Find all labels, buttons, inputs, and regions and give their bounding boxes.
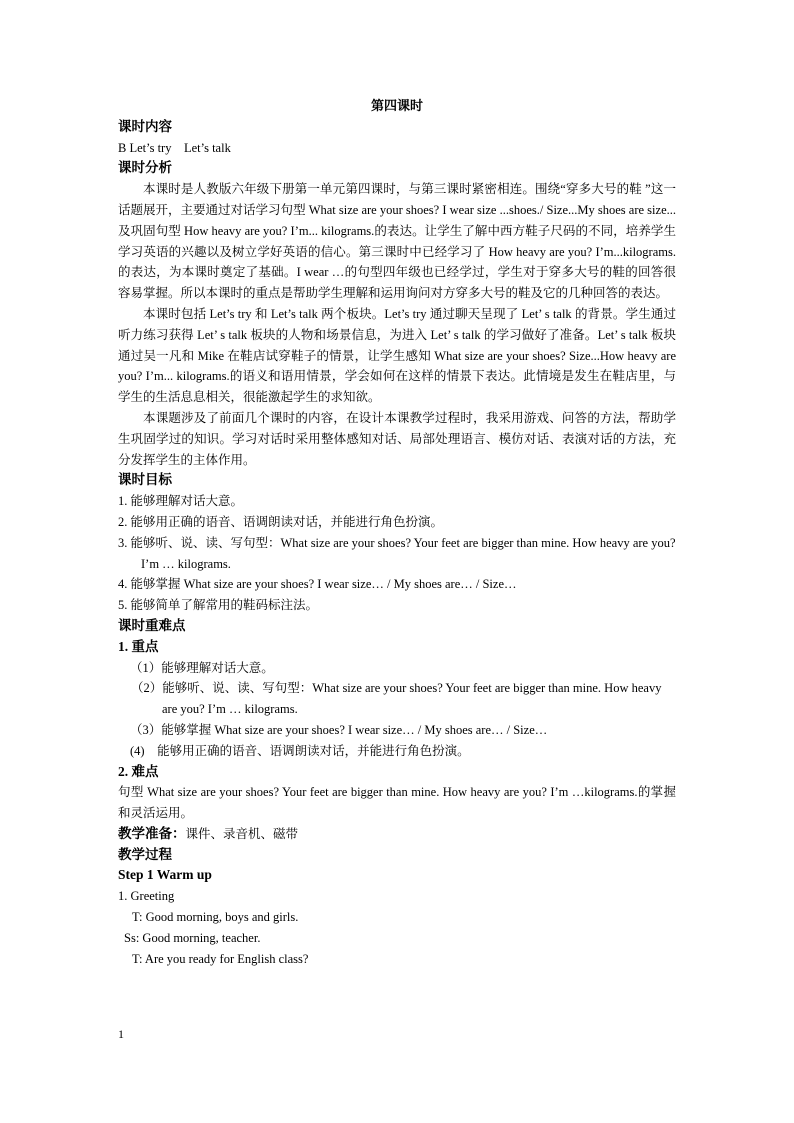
page-number: 1: [118, 1027, 124, 1041]
analysis-paragraph-2: 本课时包括 Let’s try 和 Let’s talk 两个板块。Let’s try 通过聊天呈现了 Let’ s talk 的背景。学生通过听力练习获得 Let’ s talk 板块的人物和场景信息，为进入 Let’ s talk 的学习做好了准备。Let’ s talk 板块通过吴一凡和 Mike 在鞋店试穿鞋子的情景，让学生感知 What size are your shoes? Size...How heavy are you? I’m... kilograms.的语义和语用情景，学会如何在这样的情景下表达。此情境是发生在鞋店里，与学生的生活息息相关，很能激起学生的求知欲。: [118, 306, 676, 405]
greeting-heading: 1. Greeting: [118, 889, 175, 904]
goals-heading: 课时目标: [118, 472, 172, 488]
goal-item: 2. 能够用正确的语音、语调朗读对话，并能进行角色扮演。: [118, 514, 444, 529]
content-text: B Let’s try Let’s talk: [118, 140, 231, 155]
key-points-subheading: 1. 重点: [118, 638, 159, 654]
teaching-prep: [118, 824, 676, 845]
content-heading: 课时内容: [118, 118, 172, 134]
dialog-line: T: Are you ready for English class?: [132, 951, 309, 966]
key-point-item: (4) 能够用正确的语音、语调朗读对话，并能进行角色扮演。: [130, 743, 470, 758]
goal-item: 3. 能够听、说、读、写句型：What size are your shoes? Your feet are bigger than mine. How heavy are you? I’m … kilograms.: [118, 535, 676, 571]
goal-item: 1. 能够理解对话大意。: [118, 494, 244, 509]
key-points-heading: 课时重难点: [118, 617, 186, 633]
analysis-paragraph-3: 本课题涉及了前面几个课时的内容，在设计本课教学过程时，我采用游戏、问答的方法，帮助学生巩固学过的知识。学习对话时采用整体感知对话、局部处理语言、模仿对话、表演对话的方法，充分发挥学生的主体作用。: [118, 410, 676, 467]
step-1-heading: Step 1 Warm up: [118, 867, 212, 883]
key-point-item: （1）能够理解对话大意。: [130, 660, 274, 675]
document-page: [118, 96, 676, 969]
dialog-line: T: Good morning, boys and girls.: [132, 910, 299, 925]
page-title: 第四课时: [370, 98, 423, 113]
dialog-line: Ss: Good morning, teacher.: [124, 930, 261, 945]
analysis-heading: 课时分析: [118, 160, 172, 176]
analysis-paragraph-1: 本课时是人教版六年级下册第一单元第四课时，与第三课时紧密相连。围绕“穿多大号的鞋 ”这一话题展开，主要通过对话学习句型 What size are your shoes? I wear size ...shoes./ Size...My shoes are size...及巩固句型 How heavy are you? I’m... kilograms.的表达。让学生了解中西方鞋子尺码的不同，培养学生学习英语的兴趣以及树立学好英语的信心。第三课时中已经学习了 How heavy are you? I’m...kilograms.的表达，为本课时奠定了基础。I wear …的句型四年级也已经学过，学生对于穿多大号的鞋的回答很容易掌握。所以本课时的重点是帮助学生理解和运用询问对方穿多大号的鞋及它的几种回答的表达。: [118, 182, 676, 301]
difficulty-subheading: 2. 难点: [118, 763, 159, 779]
goal-item: 4. 能够掌握 What size are your shoes? I wear size… / My shoes are… / Size…: [118, 577, 517, 592]
process-heading: 教学过程: [118, 846, 172, 862]
key-point-item: （3）能够掌握 What size are your shoes? I wear size… / My shoes are… / Size…: [130, 722, 548, 737]
difficulty-text: 句型 What size are your shoes? Your feet are bigger than mine. How heavy are you? I’m …kilograms.的掌握和灵活运用。: [118, 785, 676, 821]
goal-item: 5. 能够简单了解常用的鞋码标注法。: [118, 598, 319, 613]
prep-text: 课件、录音机、磁带: [185, 826, 299, 841]
prep-label: 教学准备：: [118, 825, 186, 841]
key-point-item: （2）能够听、说、读、写句型：What size are your shoes? Your feet are bigger than mine. How heavy are you? I’m … kilograms.: [131, 681, 662, 717]
